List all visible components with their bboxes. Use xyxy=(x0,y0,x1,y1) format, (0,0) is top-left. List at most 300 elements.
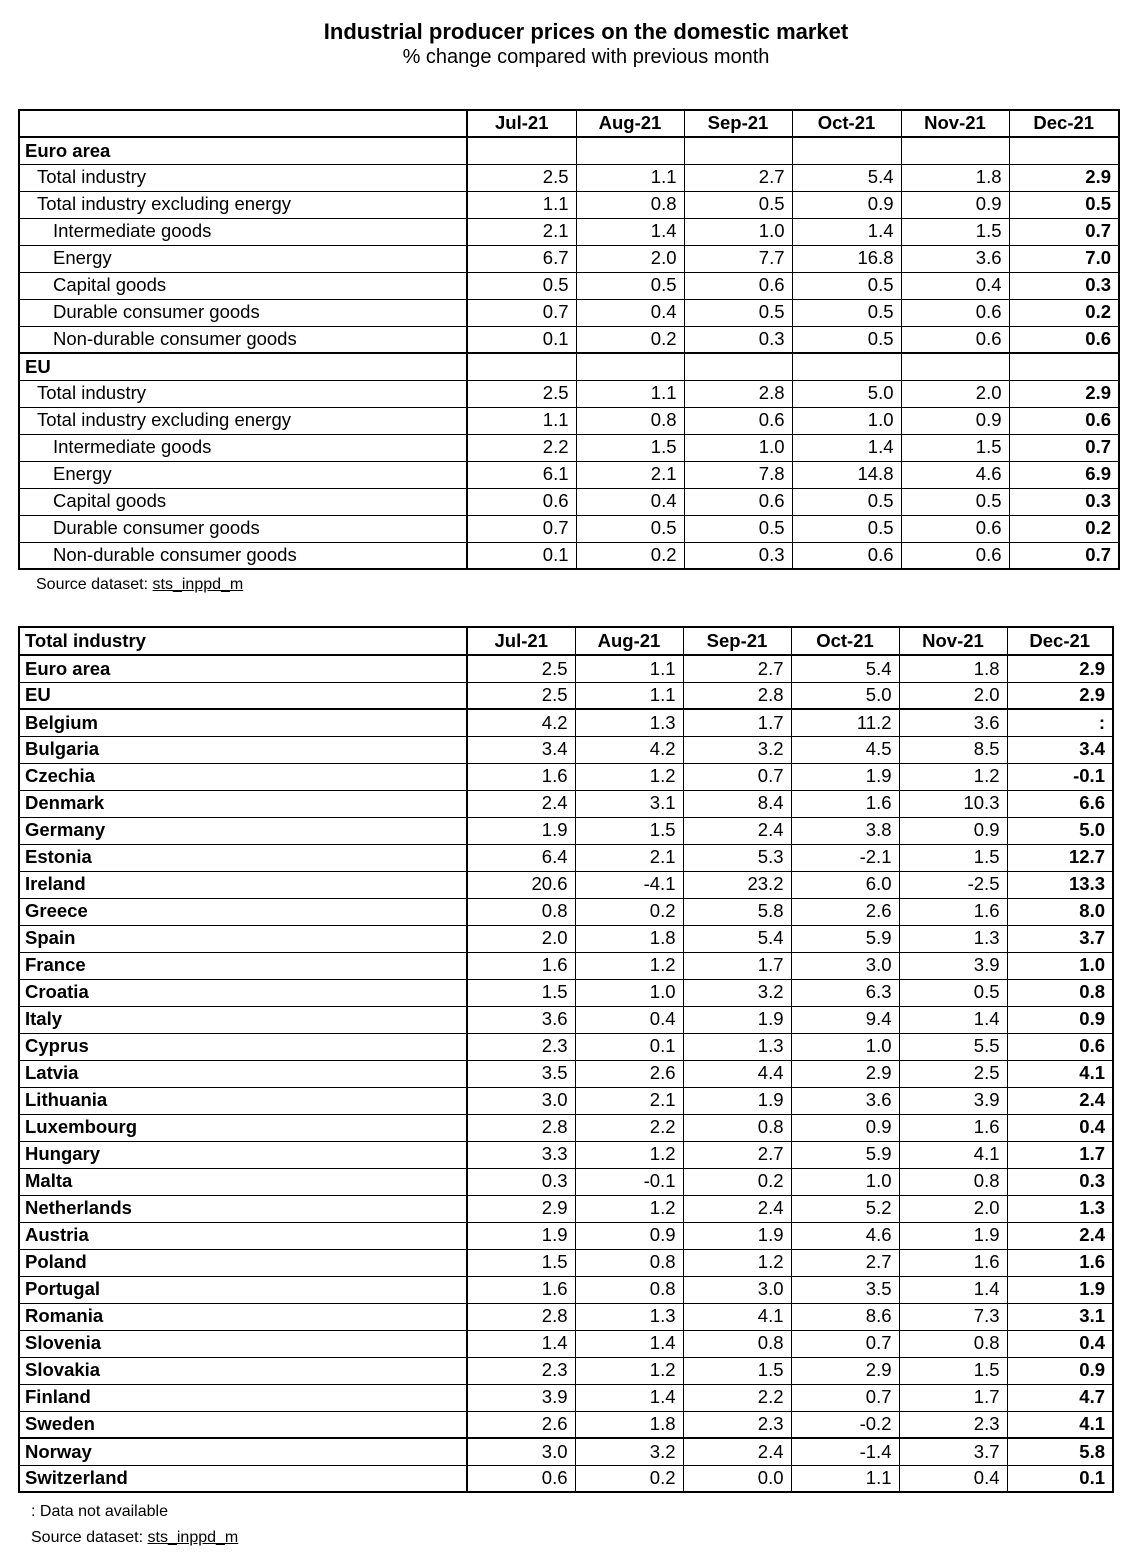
value-cell: 0.3 xyxy=(684,326,792,353)
value-cell: 1.3 xyxy=(575,1303,683,1330)
value-cell: 0.6 xyxy=(901,326,1009,353)
value-cell: -2.5 xyxy=(899,871,1007,898)
value-cell: 3.9 xyxy=(467,1384,575,1411)
row-label: EU xyxy=(19,682,467,709)
value-cell: 2.9 xyxy=(1009,164,1119,191)
value-cell: 1.9 xyxy=(791,763,899,790)
value-cell: 2.5 xyxy=(467,682,575,709)
table-row xyxy=(19,1384,1113,1411)
value-cell: 0.4 xyxy=(575,1006,683,1033)
value-cell: 1.5 xyxy=(467,979,575,1006)
value-cell: 2.9 xyxy=(791,1060,899,1087)
value-cell: 0.7 xyxy=(1009,542,1119,569)
value-cell: 2.4 xyxy=(1007,1222,1113,1249)
value-cell: 3.2 xyxy=(575,1438,683,1465)
value-cell: 3.5 xyxy=(791,1276,899,1303)
value-cell: 2.6 xyxy=(575,1060,683,1087)
header-row xyxy=(19,110,1119,137)
row-label: France xyxy=(19,952,467,979)
value-cell: 2.1 xyxy=(575,844,683,871)
value-cell: 4.1 xyxy=(1007,1411,1113,1438)
value-cell: 2.4 xyxy=(467,790,575,817)
value-cell: 0.7 xyxy=(791,1330,899,1357)
value-cell: 7.3 xyxy=(899,1303,1007,1330)
column-header: Sep-21 xyxy=(683,627,791,655)
table-row xyxy=(19,461,1119,488)
value-cell: 1.2 xyxy=(683,1249,791,1276)
value-cell: 0.8 xyxy=(576,191,684,218)
value-cell: 1.3 xyxy=(575,709,683,736)
value-cell: 3.0 xyxy=(467,1438,575,1465)
value-cell: 0.8 xyxy=(1007,979,1113,1006)
value-cell: 5.0 xyxy=(792,380,901,407)
value-cell: 2.3 xyxy=(899,1411,1007,1438)
value-cell: 0.6 xyxy=(1009,407,1119,434)
value-cell: 5.0 xyxy=(1007,817,1113,844)
table-row xyxy=(19,380,1119,407)
value-cell: -0.1 xyxy=(575,1168,683,1195)
row-label: Malta xyxy=(19,1168,467,1195)
row-label: Germany xyxy=(19,817,467,844)
row-label: Intermediate goods xyxy=(19,218,467,245)
table-row xyxy=(19,191,1119,218)
empty-cell xyxy=(1009,137,1119,164)
value-cell: 14.8 xyxy=(792,461,901,488)
value-cell: 1.8 xyxy=(899,655,1007,682)
value-cell: 2.7 xyxy=(683,1141,791,1168)
table-row xyxy=(19,898,1113,925)
value-cell: 2.0 xyxy=(899,1195,1007,1222)
value-cell: 1.1 xyxy=(575,655,683,682)
value-cell: 5.3 xyxy=(683,844,791,871)
value-cell: 0.1 xyxy=(467,542,576,569)
table-row xyxy=(19,1006,1113,1033)
value-cell: 2.9 xyxy=(1007,655,1113,682)
value-cell: 0.9 xyxy=(792,191,901,218)
value-cell: 1.1 xyxy=(467,407,576,434)
empty-cell xyxy=(467,137,576,164)
row-label: Latvia xyxy=(19,1060,467,1087)
value-cell: 0.5 xyxy=(792,272,901,299)
column-header: Sep-21 xyxy=(684,110,792,137)
value-cell: 4.4 xyxy=(683,1060,791,1087)
value-cell: 0.6 xyxy=(901,299,1009,326)
row-label: Poland xyxy=(19,1249,467,1276)
value-cell: 0.9 xyxy=(575,1222,683,1249)
value-cell: 1.0 xyxy=(792,407,901,434)
table-row xyxy=(19,763,1113,790)
row-label: Slovakia xyxy=(19,1357,467,1384)
value-cell: 3.4 xyxy=(467,736,575,763)
row-label: Czechia xyxy=(19,763,467,790)
value-cell: 0.1 xyxy=(467,326,576,353)
table-row xyxy=(19,1087,1113,1114)
value-cell: 3.9 xyxy=(899,1087,1007,1114)
empty-cell xyxy=(1009,353,1119,380)
value-cell: 0.6 xyxy=(684,488,792,515)
table-row xyxy=(19,817,1113,844)
value-cell: 2.3 xyxy=(467,1033,575,1060)
value-cell: 1.4 xyxy=(576,218,684,245)
value-cell: 0.7 xyxy=(1009,434,1119,461)
value-cell: 1.5 xyxy=(683,1357,791,1384)
value-cell: 3.6 xyxy=(467,1006,575,1033)
not-available-note: : Data not available xyxy=(31,1503,168,1520)
value-cell: 1.2 xyxy=(575,1141,683,1168)
column-header: Nov-21 xyxy=(899,627,1007,655)
value-cell: 1.9 xyxy=(467,1222,575,1249)
value-cell: 0.8 xyxy=(683,1330,791,1357)
table-row xyxy=(19,272,1119,299)
value-cell: 1.8 xyxy=(575,1411,683,1438)
value-cell: 0.5 xyxy=(684,299,792,326)
value-cell: 4.2 xyxy=(575,736,683,763)
table-row xyxy=(19,979,1113,1006)
value-cell: 2.1 xyxy=(576,461,684,488)
value-cell: 1.2 xyxy=(575,1195,683,1222)
row-label: Ireland xyxy=(19,871,467,898)
value-cell: 2.0 xyxy=(901,380,1009,407)
value-cell: 1.2 xyxy=(575,1357,683,1384)
value-cell: 1.1 xyxy=(576,380,684,407)
source-link[interactable]: sts_inppd_m xyxy=(147,1529,239,1546)
value-cell: 1.2 xyxy=(575,763,683,790)
value-cell: 5.8 xyxy=(683,898,791,925)
value-cell: 13.3 xyxy=(1007,871,1113,898)
table-by-country xyxy=(18,626,1114,1493)
value-cell: 3.1 xyxy=(575,790,683,817)
row-label: Euro area xyxy=(19,655,467,682)
value-cell: 2.5 xyxy=(467,380,576,407)
value-cell: 3.5 xyxy=(467,1060,575,1087)
value-cell: 0.4 xyxy=(1007,1330,1113,1357)
table-row xyxy=(19,925,1113,952)
empty-cell xyxy=(576,137,684,164)
value-cell: 0.6 xyxy=(792,542,901,569)
value-cell: 0.9 xyxy=(901,407,1009,434)
value-cell: 0.5 xyxy=(901,488,1009,515)
empty-cell xyxy=(684,353,792,380)
table-row xyxy=(19,164,1119,191)
value-cell: 4.5 xyxy=(791,736,899,763)
value-cell: 12.7 xyxy=(1007,844,1113,871)
value-cell: 1.7 xyxy=(899,1384,1007,1411)
value-cell: 0.6 xyxy=(1009,326,1119,353)
value-cell: 0.2 xyxy=(576,326,684,353)
table-row xyxy=(19,1411,1113,1438)
value-cell: 1.0 xyxy=(684,218,792,245)
value-cell: 1.9 xyxy=(683,1006,791,1033)
column-header: Jul-21 xyxy=(467,110,576,137)
value-cell: 1.8 xyxy=(575,925,683,952)
value-cell: 5.9 xyxy=(791,925,899,952)
value-cell: 0.5 xyxy=(792,326,901,353)
value-cell: 1.9 xyxy=(1007,1276,1113,1303)
row-label: Austria xyxy=(19,1222,467,1249)
value-cell: 5.5 xyxy=(899,1033,1007,1060)
value-cell: 1.7 xyxy=(1007,1141,1113,1168)
value-cell: 2.5 xyxy=(899,1060,1007,1087)
value-cell: 6.1 xyxy=(467,461,576,488)
value-cell: 2.3 xyxy=(467,1357,575,1384)
value-cell: 2.8 xyxy=(467,1114,575,1141)
value-cell: 2.6 xyxy=(467,1411,575,1438)
value-cell: 1.4 xyxy=(792,218,901,245)
value-cell: 1.9 xyxy=(683,1087,791,1114)
value-cell: 0.7 xyxy=(1009,218,1119,245)
value-cell: 1.9 xyxy=(899,1222,1007,1249)
source-note-1 xyxy=(36,576,243,594)
row-label: Durable consumer goods xyxy=(19,515,467,542)
row-label: Energy xyxy=(19,461,467,488)
value-cell: 0.8 xyxy=(899,1168,1007,1195)
value-cell: 7.8 xyxy=(684,461,792,488)
value-cell: 0.8 xyxy=(899,1330,1007,1357)
table-row xyxy=(19,326,1119,353)
table-row xyxy=(19,1330,1113,1357)
value-cell: 1.0 xyxy=(684,434,792,461)
column-header: Jul-21 xyxy=(467,627,575,655)
table-row xyxy=(19,1465,1113,1492)
value-cell: 4.7 xyxy=(1007,1384,1113,1411)
value-cell: 1.5 xyxy=(467,1249,575,1276)
value-cell: 6.3 xyxy=(791,979,899,1006)
row-label: Total industry excluding energy xyxy=(19,407,467,434)
row-label: Non-durable consumer goods xyxy=(19,542,467,569)
row-label: Energy xyxy=(19,245,467,272)
value-cell: 1.9 xyxy=(683,1222,791,1249)
value-cell: -0.1 xyxy=(1007,763,1113,790)
row-label: Lithuania xyxy=(19,1087,467,1114)
value-cell: 0.8 xyxy=(576,407,684,434)
column-header: Aug-21 xyxy=(575,627,683,655)
table-row xyxy=(19,844,1113,871)
table-row xyxy=(19,1114,1113,1141)
value-cell: 1.4 xyxy=(575,1330,683,1357)
value-cell: 0.9 xyxy=(791,1114,899,1141)
value-cell: 2.9 xyxy=(1009,380,1119,407)
table-row xyxy=(19,655,1113,682)
value-cell: 0.8 xyxy=(683,1114,791,1141)
value-cell: 1.0 xyxy=(575,979,683,1006)
row-label: Spain xyxy=(19,925,467,952)
corner-header xyxy=(19,110,467,137)
value-cell: 4.6 xyxy=(791,1222,899,1249)
value-cell: 1.1 xyxy=(467,191,576,218)
value-cell: 3.2 xyxy=(683,979,791,1006)
value-cell: 1.6 xyxy=(899,1249,1007,1276)
value-cell: 0.3 xyxy=(467,1168,575,1195)
value-cell: 8.4 xyxy=(683,790,791,817)
value-cell: 2.9 xyxy=(791,1357,899,1384)
value-cell: 8.0 xyxy=(1007,898,1113,925)
column-header: Nov-21 xyxy=(901,110,1009,137)
row-label: Italy xyxy=(19,1006,467,1033)
value-cell: 2.2 xyxy=(575,1114,683,1141)
value-cell: 23.2 xyxy=(683,871,791,898)
row-label: Denmark xyxy=(19,790,467,817)
value-cell: 2.0 xyxy=(576,245,684,272)
row-label: Capital goods xyxy=(19,488,467,515)
value-cell: 2.7 xyxy=(684,164,792,191)
value-cell: 6.0 xyxy=(791,871,899,898)
value-cell: 0.4 xyxy=(576,299,684,326)
table-row xyxy=(19,407,1119,434)
empty-cell xyxy=(684,137,792,164)
value-cell: 0.4 xyxy=(899,1465,1007,1492)
value-cell: 1.6 xyxy=(791,790,899,817)
value-cell: -1.4 xyxy=(791,1438,899,1465)
row-label: Estonia xyxy=(19,844,467,871)
value-cell: 0.2 xyxy=(576,542,684,569)
value-cell: 8.5 xyxy=(899,736,1007,763)
value-cell: 0.2 xyxy=(575,898,683,925)
table-row xyxy=(19,1276,1113,1303)
empty-cell xyxy=(901,137,1009,164)
empty-cell xyxy=(901,353,1009,380)
value-cell: 2.8 xyxy=(684,380,792,407)
value-cell: 8.6 xyxy=(791,1303,899,1330)
value-cell: 4.6 xyxy=(901,461,1009,488)
row-label: Total industry excluding energy xyxy=(19,191,467,218)
value-cell: 0.5 xyxy=(792,515,901,542)
value-cell: 0.6 xyxy=(684,272,792,299)
value-cell: 4.1 xyxy=(1007,1060,1113,1087)
value-cell: 0.6 xyxy=(467,488,576,515)
value-cell: 20.6 xyxy=(467,871,575,898)
value-cell: 5.4 xyxy=(683,925,791,952)
row-label: Greece xyxy=(19,898,467,925)
value-cell: 2.9 xyxy=(1007,682,1113,709)
table-row xyxy=(19,1141,1113,1168)
column-header: Aug-21 xyxy=(576,110,684,137)
group-header-row xyxy=(19,137,1119,164)
value-cell: 0.2 xyxy=(1009,299,1119,326)
table-row xyxy=(19,1195,1113,1222)
value-cell: -0.2 xyxy=(791,1411,899,1438)
value-cell: 1.1 xyxy=(791,1465,899,1492)
value-cell: 2.2 xyxy=(467,434,576,461)
value-cell: 2.3 xyxy=(683,1411,791,1438)
value-cell: 2.7 xyxy=(683,655,791,682)
value-cell: 6.6 xyxy=(1007,790,1113,817)
column-header: Dec-21 xyxy=(1009,110,1119,137)
row-label: Hungary xyxy=(19,1141,467,1168)
row-label: Total industry xyxy=(19,380,467,407)
value-cell: 1.5 xyxy=(901,434,1009,461)
row-label: Bulgaria xyxy=(19,736,467,763)
value-cell: 1.5 xyxy=(576,434,684,461)
value-cell: 2.7 xyxy=(791,1249,899,1276)
value-cell: 1.6 xyxy=(1007,1249,1113,1276)
value-cell: 0.4 xyxy=(901,272,1009,299)
value-cell: 1.3 xyxy=(899,925,1007,952)
value-cell: 0.3 xyxy=(1007,1168,1113,1195)
value-cell: 2.6 xyxy=(791,898,899,925)
empty-cell xyxy=(792,137,901,164)
table-row xyxy=(19,1249,1113,1276)
value-cell: 1.3 xyxy=(683,1033,791,1060)
value-cell: 0.6 xyxy=(684,407,792,434)
table-by-industry xyxy=(18,109,1120,570)
table-row xyxy=(19,871,1113,898)
row-label: Croatia xyxy=(19,979,467,1006)
value-cell: 1.0 xyxy=(791,1168,899,1195)
value-cell: 0.9 xyxy=(899,817,1007,844)
value-cell: 1.4 xyxy=(467,1330,575,1357)
value-cell: 1.0 xyxy=(791,1033,899,1060)
group-label: Euro area xyxy=(19,137,467,164)
row-label: Cyprus xyxy=(19,1033,467,1060)
value-cell: 0.6 xyxy=(1007,1033,1113,1060)
source-link[interactable]: sts_inppd_m xyxy=(152,576,244,593)
value-cell: 0.1 xyxy=(575,1033,683,1060)
column-header: Dec-21 xyxy=(1007,627,1113,655)
table-row xyxy=(19,299,1119,326)
value-cell: 6.4 xyxy=(467,844,575,871)
value-cell: 0.8 xyxy=(467,898,575,925)
value-cell: 2.2 xyxy=(683,1384,791,1411)
value-cell: 4.1 xyxy=(683,1303,791,1330)
empty-cell xyxy=(792,353,901,380)
value-cell: 3.6 xyxy=(791,1087,899,1114)
value-cell: 0.9 xyxy=(901,191,1009,218)
source-prefix: Source dataset: xyxy=(31,1529,148,1546)
table-row xyxy=(19,1357,1113,1384)
table-row xyxy=(19,1303,1113,1330)
value-cell: 0.5 xyxy=(467,272,576,299)
group-header-row xyxy=(19,353,1119,380)
value-cell: 0.8 xyxy=(575,1276,683,1303)
value-cell: 0.3 xyxy=(1009,488,1119,515)
value-cell: 0.3 xyxy=(1009,272,1119,299)
value-cell: 0.7 xyxy=(467,299,576,326)
column-header: Oct-21 xyxy=(792,110,901,137)
value-cell: 3.6 xyxy=(901,245,1009,272)
value-cell: 7.7 xyxy=(684,245,792,272)
value-cell: 1.6 xyxy=(467,763,575,790)
value-cell: 3.9 xyxy=(899,952,1007,979)
value-cell: 1.5 xyxy=(899,844,1007,871)
row-label: Romania xyxy=(19,1303,467,1330)
table-row xyxy=(19,682,1113,709)
value-cell: 1.1 xyxy=(576,164,684,191)
page-title: Industrial producer prices on the domestic market xyxy=(323,19,849,44)
value-cell: 0.7 xyxy=(467,515,576,542)
value-cell: 2.5 xyxy=(467,164,576,191)
value-cell: 1.3 xyxy=(1007,1195,1113,1222)
row-label: Finland xyxy=(19,1384,467,1411)
value-cell: 5.2 xyxy=(791,1195,899,1222)
value-cell: 3.4 xyxy=(1007,736,1113,763)
table-row xyxy=(19,1033,1113,1060)
row-label: Norway xyxy=(19,1438,467,1465)
value-cell: 5.4 xyxy=(792,164,901,191)
value-cell: 3.1 xyxy=(1007,1303,1113,1330)
row-label: Portugal xyxy=(19,1276,467,1303)
value-cell: 1.7 xyxy=(683,952,791,979)
value-cell: 3.3 xyxy=(467,1141,575,1168)
table-row xyxy=(19,1222,1113,1249)
value-cell: 3.0 xyxy=(683,1276,791,1303)
value-cell: 1.8 xyxy=(901,164,1009,191)
value-cell: 4.2 xyxy=(467,709,575,736)
value-cell: 1.5 xyxy=(575,817,683,844)
value-cell: -2.1 xyxy=(791,844,899,871)
value-cell: 1.2 xyxy=(575,952,683,979)
value-cell: 3.2 xyxy=(683,736,791,763)
corner-header: Total industry xyxy=(19,627,467,655)
